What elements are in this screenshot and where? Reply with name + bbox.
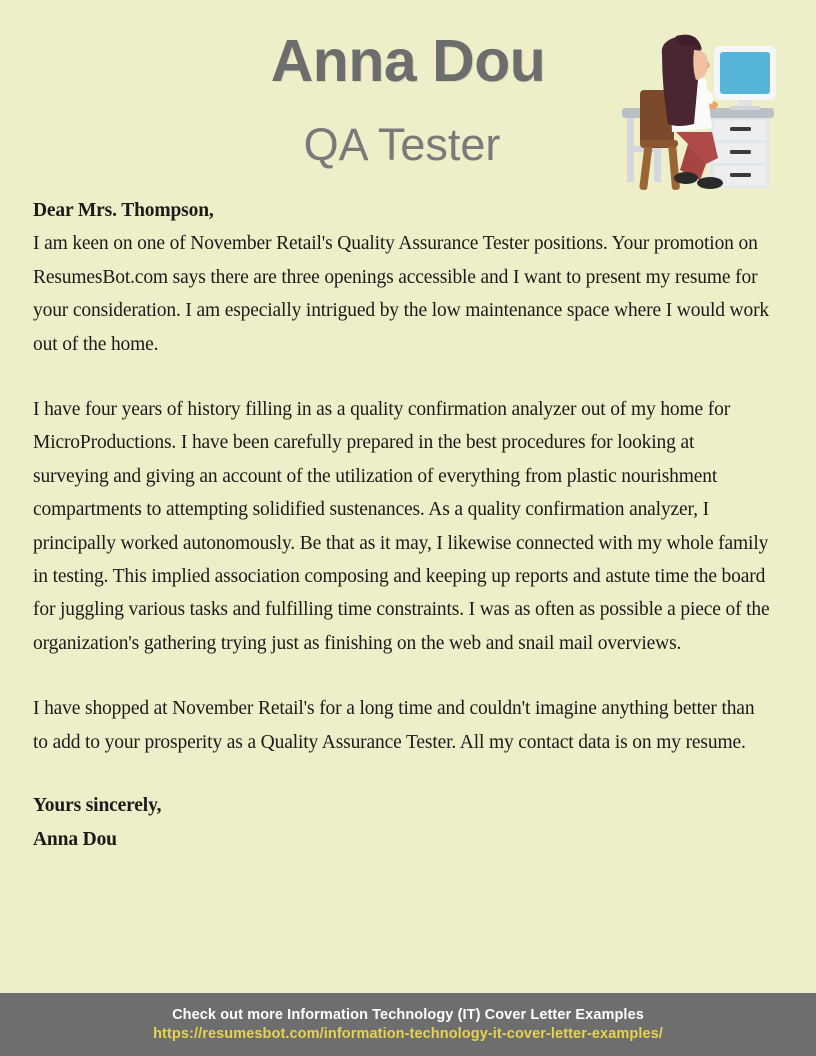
footer-headline: Check out more Information Technology (IT) Cover Letter Examples	[172, 1006, 644, 1023]
paragraph-spacer	[33, 660, 773, 692]
footer-link[interactable]: https://resumesbot.com/information-technology-it-cover-letter-examples/	[153, 1025, 663, 1042]
letter-header	[0, 0, 816, 192]
signature-spacer	[33, 759, 773, 789]
letter-paragraph-2: I have four years of history filling in as a quality confirmation analyzer out of my home for MicroProductions. I have been carefully prepared in the best procedures for looking at surveying and giving an account of the utilization of everything from plastic nourishment compartments to attempting solidified sustenances. As a quality confirmation analyzer, I principally worked autonomously. Be that as it may, I likewise connected with my whole family in testing. This implied association composing and keeping up reports and astute time the board for juggling various tasks and fulfilling time constraints. I was as often as possible a piece of the organization's gathering trying just as finishing on the web and snail mail overviews.	[33, 399, 770, 654]
letter-paragraph-1: I am keen on one of November Retail's Quality Assurance Tester positions. Your promotion on ResumesBot.com says there are three openings accessible and I want to present my resume for your consideration. I am especially intrigued by the low maintenance space where I would work out of the home.	[33, 233, 770, 355]
footer-banner	[0, 993, 816, 1056]
letter-body	[33, 194, 773, 856]
desk-worker-illustration	[614, 28, 794, 198]
signature-name: Anna Dou	[33, 828, 117, 850]
letter-paragraph-3: I have shopped at November Retail's for a long time and couldn't imagine anything better than to add to your prosperity as a Quality Assurance Tester. All my contact data is on my resume.	[33, 698, 755, 753]
salutation: Dear Mrs. Thompson,	[33, 200, 214, 221]
job-title: QA Tester	[303, 119, 501, 170]
page-title: Anna Dou	[270, 28, 546, 94]
signoff: Yours sincerely,	[33, 795, 162, 817]
paragraph-spacer	[33, 361, 773, 393]
